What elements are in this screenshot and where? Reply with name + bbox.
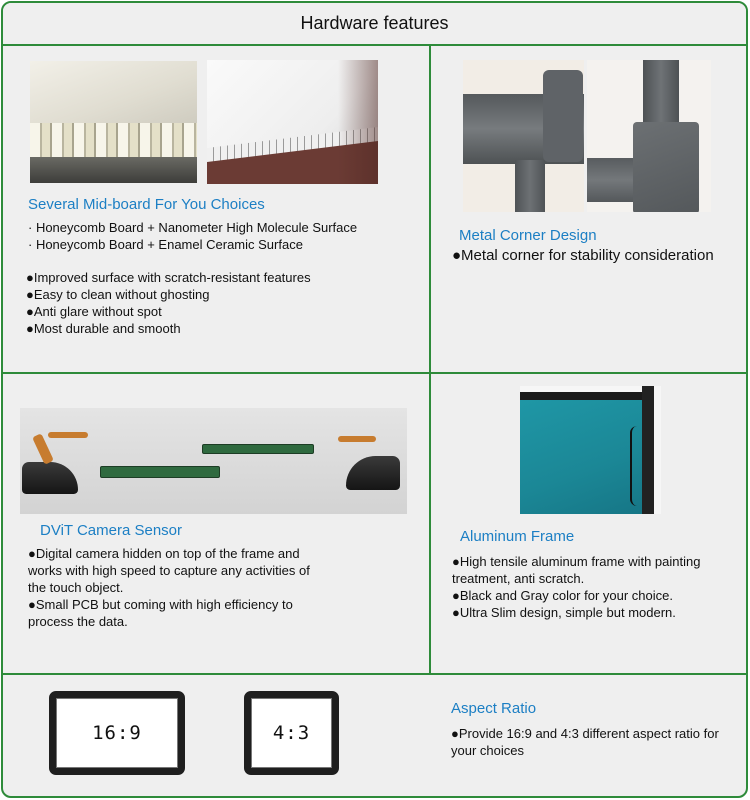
aluminum-feature: ●Black and Gray color for your choice. xyxy=(452,588,673,603)
metal-corner-photo-2 xyxy=(587,60,711,212)
midboard-option: · Honeycomb Board + Nanometer High Molecule Surface xyxy=(28,220,358,235)
ratio-16-9-label: 16:9 xyxy=(92,722,142,744)
camera-sensor-photo xyxy=(20,408,407,514)
features-panel xyxy=(1,1,748,798)
board-surface-photo xyxy=(207,60,378,184)
camera-feature: ●Small PCB but coming with high efficiency to process the data. xyxy=(28,597,293,629)
divider-vertical xyxy=(429,46,431,675)
metal-corner-feature: ●Metal corner for stability consideration xyxy=(452,247,714,264)
aluminum-frame-photo xyxy=(520,386,661,514)
header-bar xyxy=(3,3,746,46)
camera-feature: ●Digital camera hidden on top of the frame and works with high speed to capture any activities of the touch object. xyxy=(28,546,310,595)
camera-features xyxy=(28,545,328,630)
aluminum-title: Aluminum Frame xyxy=(460,528,575,545)
ratio-16-9-box xyxy=(49,691,185,775)
divider-row-2 xyxy=(3,673,746,675)
metal-corner-title: Metal Corner Design xyxy=(459,227,597,244)
midboard-options xyxy=(28,219,357,253)
aspect-title: Aspect Ratio xyxy=(451,700,537,717)
midboard-feature: ●Improved surface with scratch-resistant features xyxy=(26,270,311,285)
aluminum-feature: ●High tensile aluminum frame with painting treatment, anti scratch. xyxy=(452,554,701,586)
midboard-feature: ●Easy to clean without ghosting xyxy=(26,287,210,302)
page-title: Hardware features xyxy=(300,13,449,33)
divider-row-1 xyxy=(3,372,746,374)
aluminum-feature: ●Ultra Slim design, simple but modern. xyxy=(452,605,676,620)
metal-corner-features xyxy=(452,247,714,265)
midboard-option: · Honeycomb Board + Enamel Ceramic Surface xyxy=(28,237,303,252)
midboard-features xyxy=(26,269,311,337)
metal-corner-photo-1 xyxy=(463,60,584,212)
honeycomb-board-photo xyxy=(30,61,197,183)
midboard-feature: ●Most durable and smooth xyxy=(26,321,181,336)
ratio-4-3-label: 4:3 xyxy=(272,722,311,744)
camera-title: DViT Camera Sensor xyxy=(40,522,183,539)
aluminum-features xyxy=(452,553,742,621)
ratio-4-3-box xyxy=(244,691,339,775)
midboard-title: Several Mid-board For You Choices xyxy=(28,196,265,213)
aspect-features xyxy=(451,725,741,759)
midboard-feature: ●Anti glare without spot xyxy=(26,304,162,319)
aspect-feature: ●Provide 16:9 and 4:3 different aspect ratio for your choices xyxy=(451,726,719,758)
